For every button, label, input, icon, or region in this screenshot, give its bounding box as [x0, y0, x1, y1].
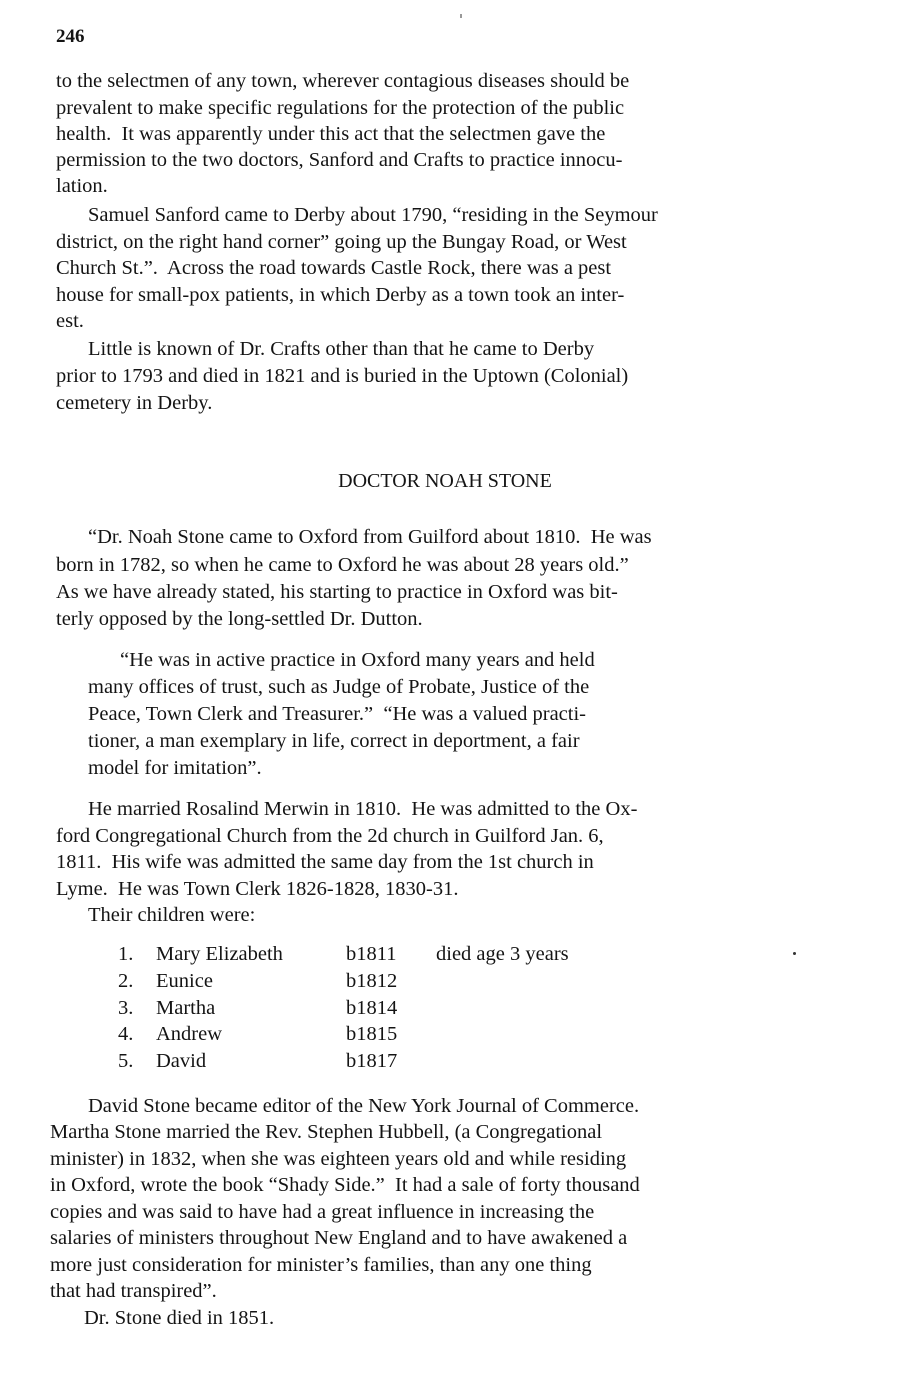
- paragraph-line: district, on the right hand corner” going up the Bungay Road, or West: [56, 231, 627, 253]
- section-heading: DOCTOR NOAH STONE: [338, 470, 552, 492]
- paragraph-line: “Dr. Noah Stone came to Oxford from Guilford about 1810. He was: [88, 526, 652, 548]
- paragraph-line: est.: [56, 310, 84, 332]
- scan-speck: [460, 14, 462, 18]
- item-number: 2.: [118, 969, 134, 992]
- paragraph-line: ford Congregational Church from the 2d church in Guilford Jan. 6,: [56, 825, 604, 847]
- child-name: Martha: [156, 996, 216, 1019]
- item-number: 3.: [118, 996, 134, 1019]
- quote-line: tioner, a man exemplary in life, correct in deportment, a fair: [88, 730, 580, 752]
- child-name: Mary Elizabeth: [156, 943, 283, 965]
- list-item: [118, 1050, 569, 1077]
- paragraph-line: prior to 1793 and died in 1821 and is buried in the Uptown (Colonial): [56, 365, 629, 387]
- paragraph-line: to the selectmen of any town, wherever contagious diseases should be: [56, 70, 630, 92]
- paragraph-line: David Stone became editor of the New York Journal of Commerce.: [88, 1095, 640, 1117]
- paragraph-line: Lyme. He was Town Clerk 1826-1828, 1830-31.: [56, 878, 459, 900]
- paragraph-line: cemetery in Derby.: [56, 392, 213, 414]
- paragraph-line: born in 1782, so when he came to Oxford he was about 28 years old.”: [56, 554, 629, 576]
- item-number: 5.: [118, 1050, 134, 1073]
- list-item: [118, 1023, 569, 1050]
- list-item: [118, 970, 569, 997]
- page-number: 246: [56, 26, 85, 47]
- child-note: died age 3 years: [436, 943, 569, 965]
- child-note: [436, 997, 569, 1024]
- paragraph-line: Church St.”. Across the road towards Castle Rock, there was a pest: [56, 257, 612, 279]
- paragraph-line: permission to the two doctors, Sanford and Crafts to practice innocu-: [56, 149, 623, 171]
- paragraph-line: that had transpired”.: [50, 1280, 217, 1302]
- paragraph-line: As we have already stated, his starting to practice in Oxford was bit-: [56, 581, 618, 603]
- paragraph-line: minister) in 1832, when she was eighteen years old and while residing: [50, 1148, 627, 1170]
- paragraph-line: prevalent to make specific regulations for the protection of the public: [56, 97, 625, 119]
- paragraph-line: 1811. His wife was admitted the same day from the 1st church in: [56, 851, 594, 873]
- paragraph-line: more just consideration for minister’s families, than any one thing: [50, 1254, 592, 1276]
- list-item: [118, 997, 569, 1024]
- child-note: [436, 970, 569, 997]
- birth-year: b1817: [346, 1050, 398, 1073]
- paragraph-line: house for small-pox patients, in which Derby as a town took an inter-: [56, 284, 625, 306]
- item-number: 1.: [118, 943, 134, 965]
- paragraph-line: copies and was said to have had a great influence in increasing the: [50, 1201, 595, 1223]
- birth-year: b1812: [346, 969, 398, 992]
- paragraph-line: Dr. Stone died in 1851.: [84, 1307, 275, 1329]
- child-note: [436, 1023, 569, 1050]
- birth-year: b1814: [346, 996, 398, 1019]
- paragraph-line: Martha Stone married the Rev. Stephen Hubbell, (a Congregational: [50, 1121, 603, 1143]
- ink-dot: [793, 952, 796, 955]
- paragraph-line: He married Rosalind Merwin in 1810. He was admitted to the Ox-: [88, 798, 638, 820]
- children-list: [118, 943, 569, 1077]
- item-number: 4.: [118, 1023, 134, 1046]
- child-name: Andrew: [156, 1023, 223, 1046]
- child-name: Eunice: [156, 969, 213, 992]
- paragraph-line: Samuel Sanford came to Derby about 1790, “residing in the Seymour: [88, 204, 658, 226]
- birth-year: b1811: [346, 943, 397, 965]
- paragraph-line: terly opposed by the long-settled Dr. Dutton.: [56, 608, 423, 630]
- paragraph-line: lation.: [56, 175, 108, 197]
- child-name: David: [156, 1050, 207, 1073]
- quote-line: Peace, Town Clerk and Treasurer.” “He was a valued practi-: [88, 703, 586, 725]
- quote-line: model for imitation”.: [88, 757, 262, 779]
- paragraph-line: health. It was apparently under this act that the selectmen gave the: [56, 123, 606, 145]
- quote-line: many offices of trust, such as Judge of Probate, Justice of the: [88, 676, 590, 698]
- paragraph-line: Their children were:: [88, 904, 256, 926]
- paragraph-line: Little is known of Dr. Crafts other than that he came to Derby: [88, 338, 595, 360]
- paragraph-line: in Oxford, wrote the book “Shady Side.” It had a sale of forty thousand: [50, 1174, 640, 1196]
- birth-year: b1815: [346, 1023, 398, 1046]
- paragraph-line: salaries of ministers throughout New England and to have awakened a: [50, 1227, 628, 1249]
- child-note: [436, 1050, 569, 1077]
- quote-line: “He was in active practice in Oxford many years and held: [120, 649, 595, 671]
- list-item: [118, 943, 569, 970]
